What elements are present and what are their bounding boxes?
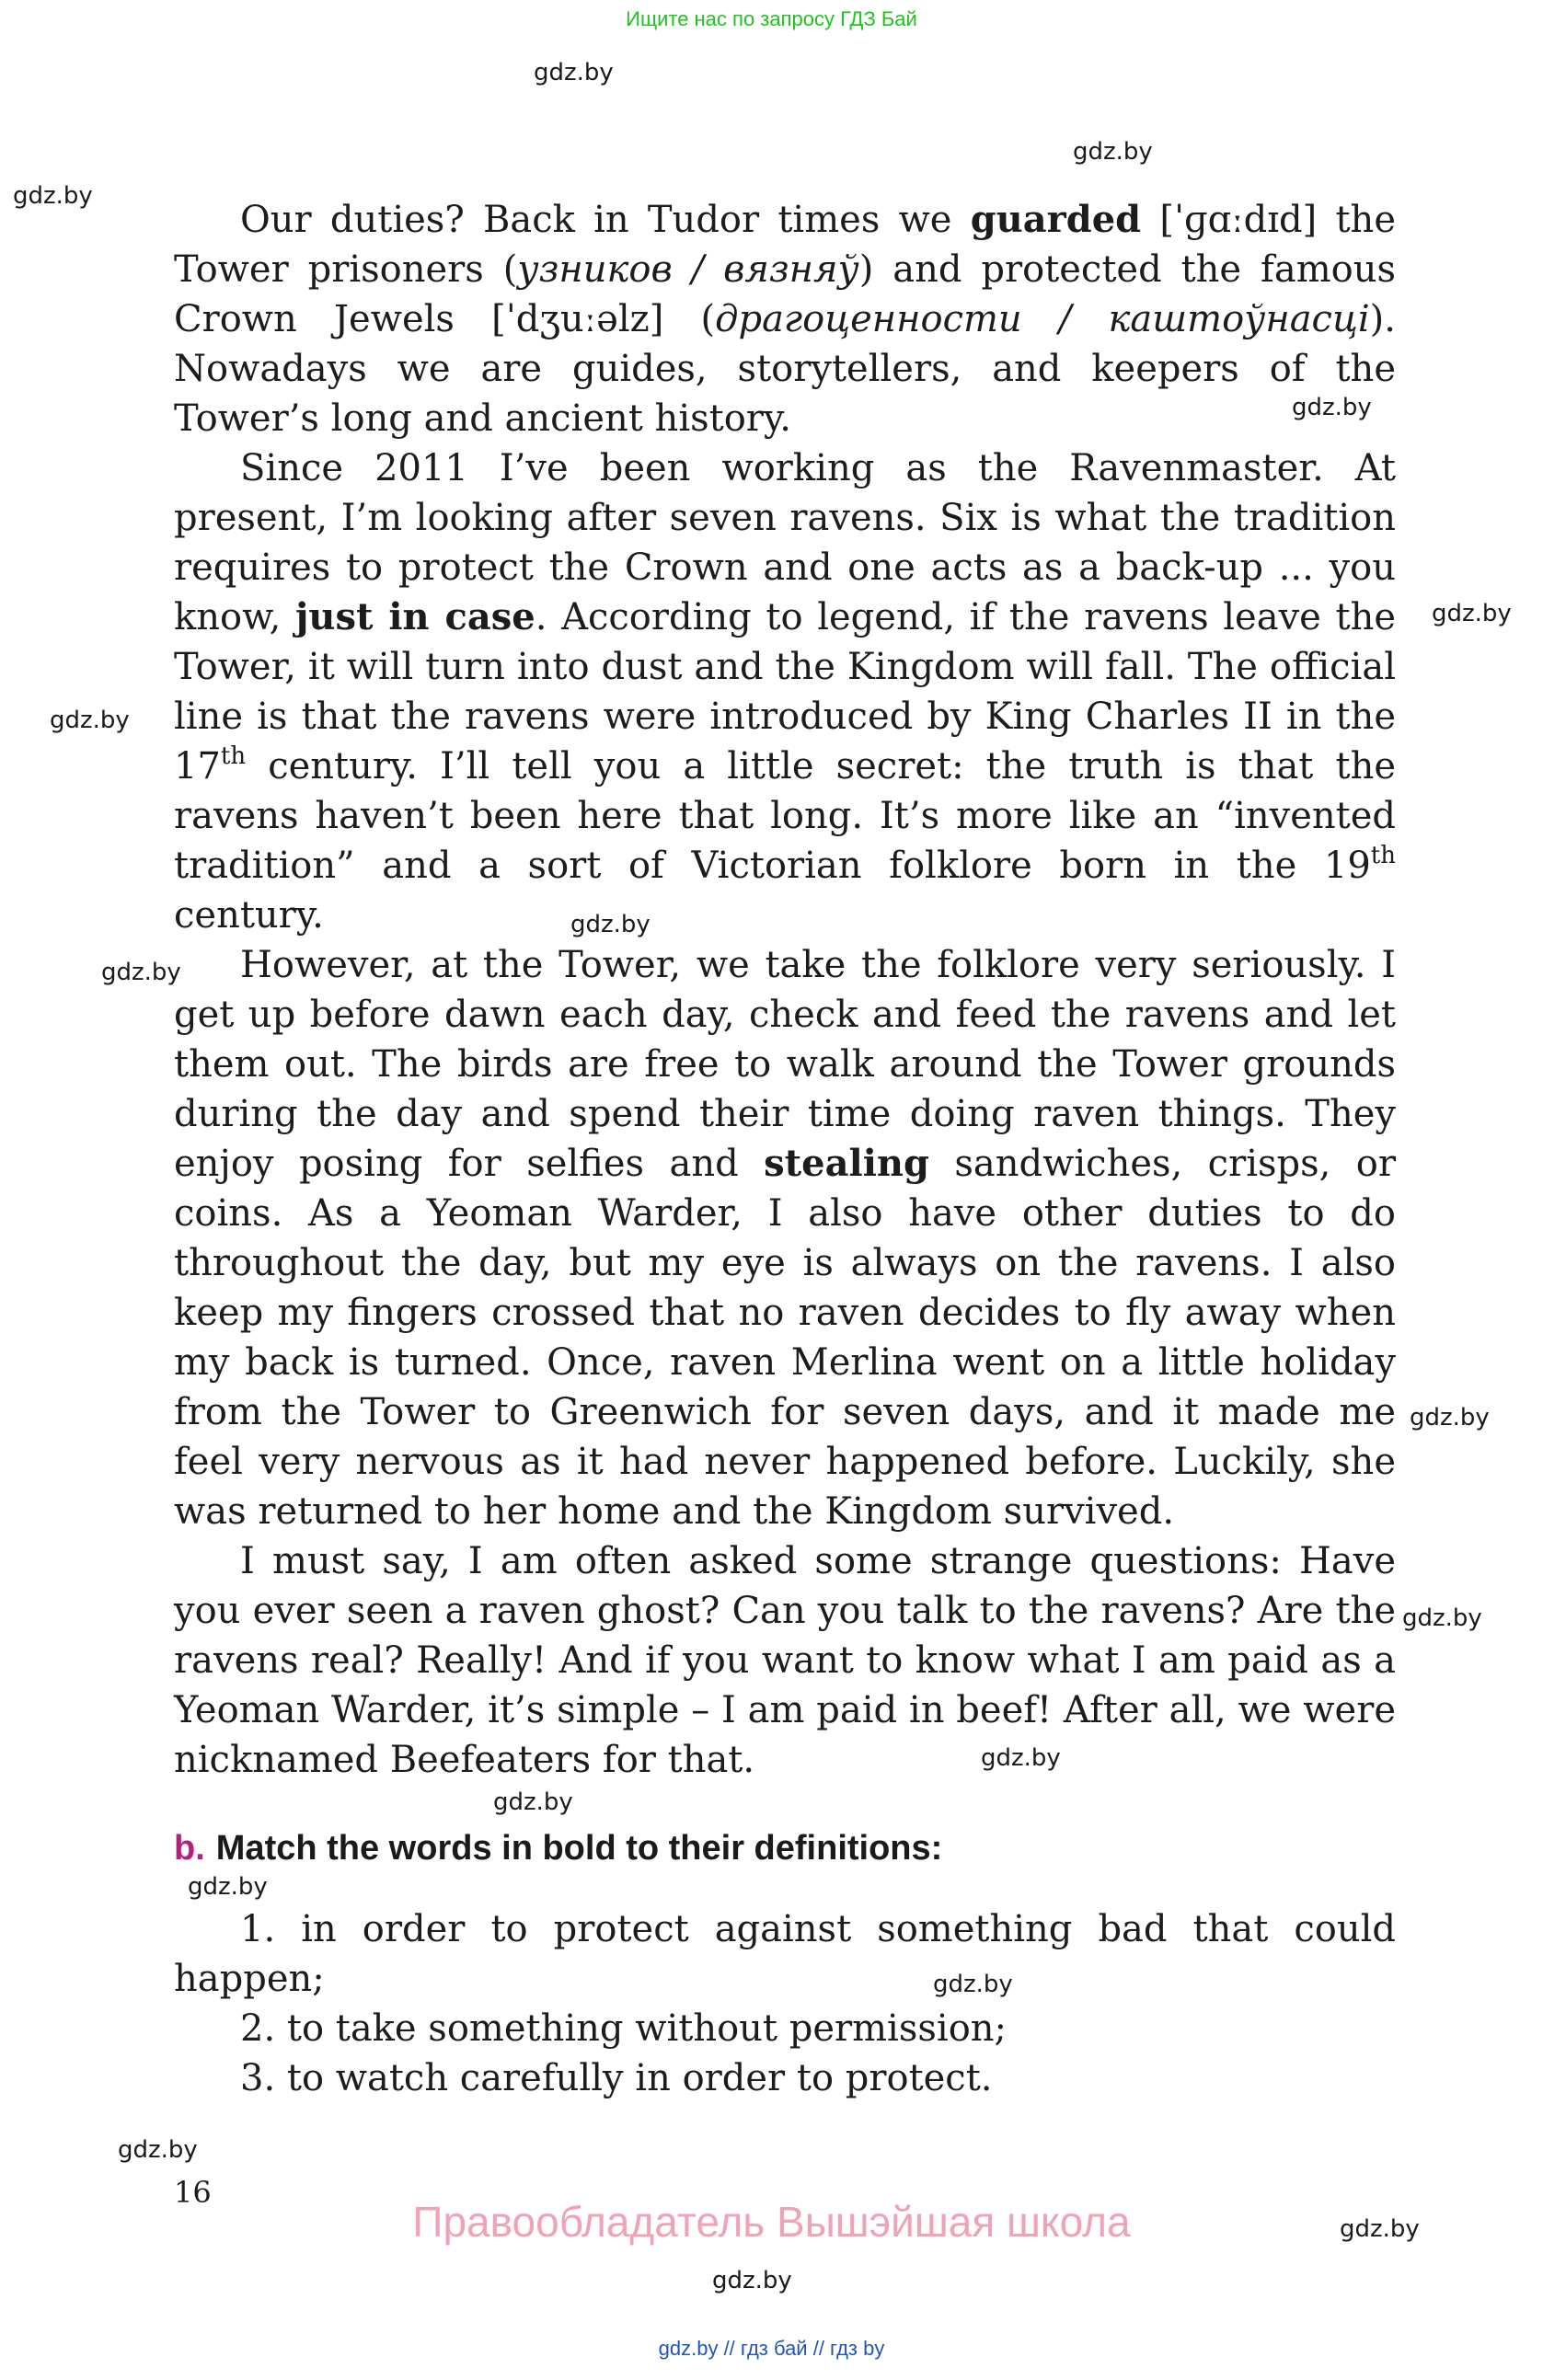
watermark: gdz.by: [101, 959, 181, 986]
watermark: gdz.by: [1410, 1404, 1490, 1431]
definition-list: [174, 1904, 1396, 2103]
main-text: [174, 195, 1396, 1785]
watermark: gdz.by: [933, 1971, 1013, 1998]
task-letter: b.: [174, 1829, 205, 1868]
watermark: gdz.by: [1402, 1604, 1482, 1632]
bold-word-guarded: guarded: [970, 198, 1142, 241]
watermark: gdz.by: [188, 1873, 268, 1901]
watermark: gdz.by: [50, 707, 130, 734]
watermark: gdz.by: [981, 1744, 1061, 1772]
paragraph-ravenmaster: Since 2011 I’ve been working as the Ravenmaster. At present, I’m looking after seven ravens. Six is what the tradition requires to protect the Crown and one acts as a back-up ... you know, just in case. According to legend, if the ravens leave the Tower, it will turn into dust and the Kingdom will fall. The official line is that the ravens were introduced by King Charles II in the 17th century. I’ll tell you a little secret: the truth is that the ravens haven’t been here that long. It’s more like an “invented tradition” and a sort of Victorian folklore born in the 19th century.: [174, 447, 1396, 937]
watermark: gdz.by: [13, 182, 93, 210]
translation-jewels: драгоценности / каштоўнасці: [715, 298, 1370, 340]
watermark: gdz.by: [712, 2267, 792, 2294]
task-heading: [174, 1829, 942, 1868]
paragraph-duties: Our duties? Back in Tudor times we guarded [ˈɡɑːdɪd] the Tower prisoners (узников / вязняў) and protected the famous Crown Jewels [ˈdʒuːəlz] (драгоценности / каштоўнасці). Nowadays we are guides, storytellers, and keepers of the Tower’s long and ancient history.: [174, 198, 1396, 440]
watermark: gdz.by: [1292, 394, 1372, 421]
top-search-link[interactable]: Ищите нас по запросу ГДЗ Бай: [626, 7, 917, 30]
task-instruction: Match the words in bold to their definitions:: [215, 1829, 943, 1868]
superscript-th: th: [1370, 841, 1396, 869]
superscript-th: th: [220, 742, 247, 770]
watermark: gdz.by: [1073, 138, 1153, 166]
definition-item: 3. to watch carefully in order to protect.: [240, 2057, 993, 2099]
bold-word-stealing: stealing: [764, 1142, 929, 1185]
watermark: gdz.by: [1432, 600, 1512, 627]
translation-prisoners: узников / вязняў: [517, 248, 859, 291]
page-number: 16: [174, 2175, 212, 2210]
bold-phrase-just-in-case: just in case: [294, 595, 535, 638]
watermark: gdz.by: [493, 1788, 573, 1816]
definition-item: 2. to take something without permission;: [240, 2007, 1008, 2050]
definition-item: 1. in order to protect against something bad that could happen;: [174, 1908, 1396, 2000]
watermark: gdz.by: [118, 2136, 198, 2164]
copyright-notice: Правообладатель Вышэйшая школа: [412, 2198, 1131, 2246]
watermark: gdz.by: [534, 59, 614, 86]
watermark: gdz.by: [1340, 2215, 1420, 2243]
watermark: gdz.by: [570, 911, 651, 938]
footer-links[interactable]: gdz.by // гдз бай // гдз by: [658, 2337, 885, 2360]
paragraph-folklore: However, at the Tower, we take the folklore very seriously. I get up before dawn each day, check and feed the ravens and let them out. The birds are free to walk around the Tower grounds during the day and spend their time doing raven things. They enjoy posing for selfies and stealing sandwiches, crisps, or coins. As a Yeoman Warder, I also have other duties to do throughout the day, but my eye is always on the ravens. I also keep my fingers crossed that no raven decides to fly away when my back is turned. Once, raven Merlina went on a little holiday from the Tower to Greenwich for seven days, and it made me feel very nervous as it had never happened before. Luckily, she was returned to her home and the Kingdom survived.: [174, 944, 1397, 1533]
paragraph-questions: I must say, I am often asked some strange questions: Have you ever seen a raven ghost? Can you talk to the ravens? Are the ravens real? Really! And if you want to know what I am paid as a Yeoman Warder, it’s simple – I am paid in beef! After all, we were nicknamed Beefeaters for that.: [174, 1540, 1396, 1781]
